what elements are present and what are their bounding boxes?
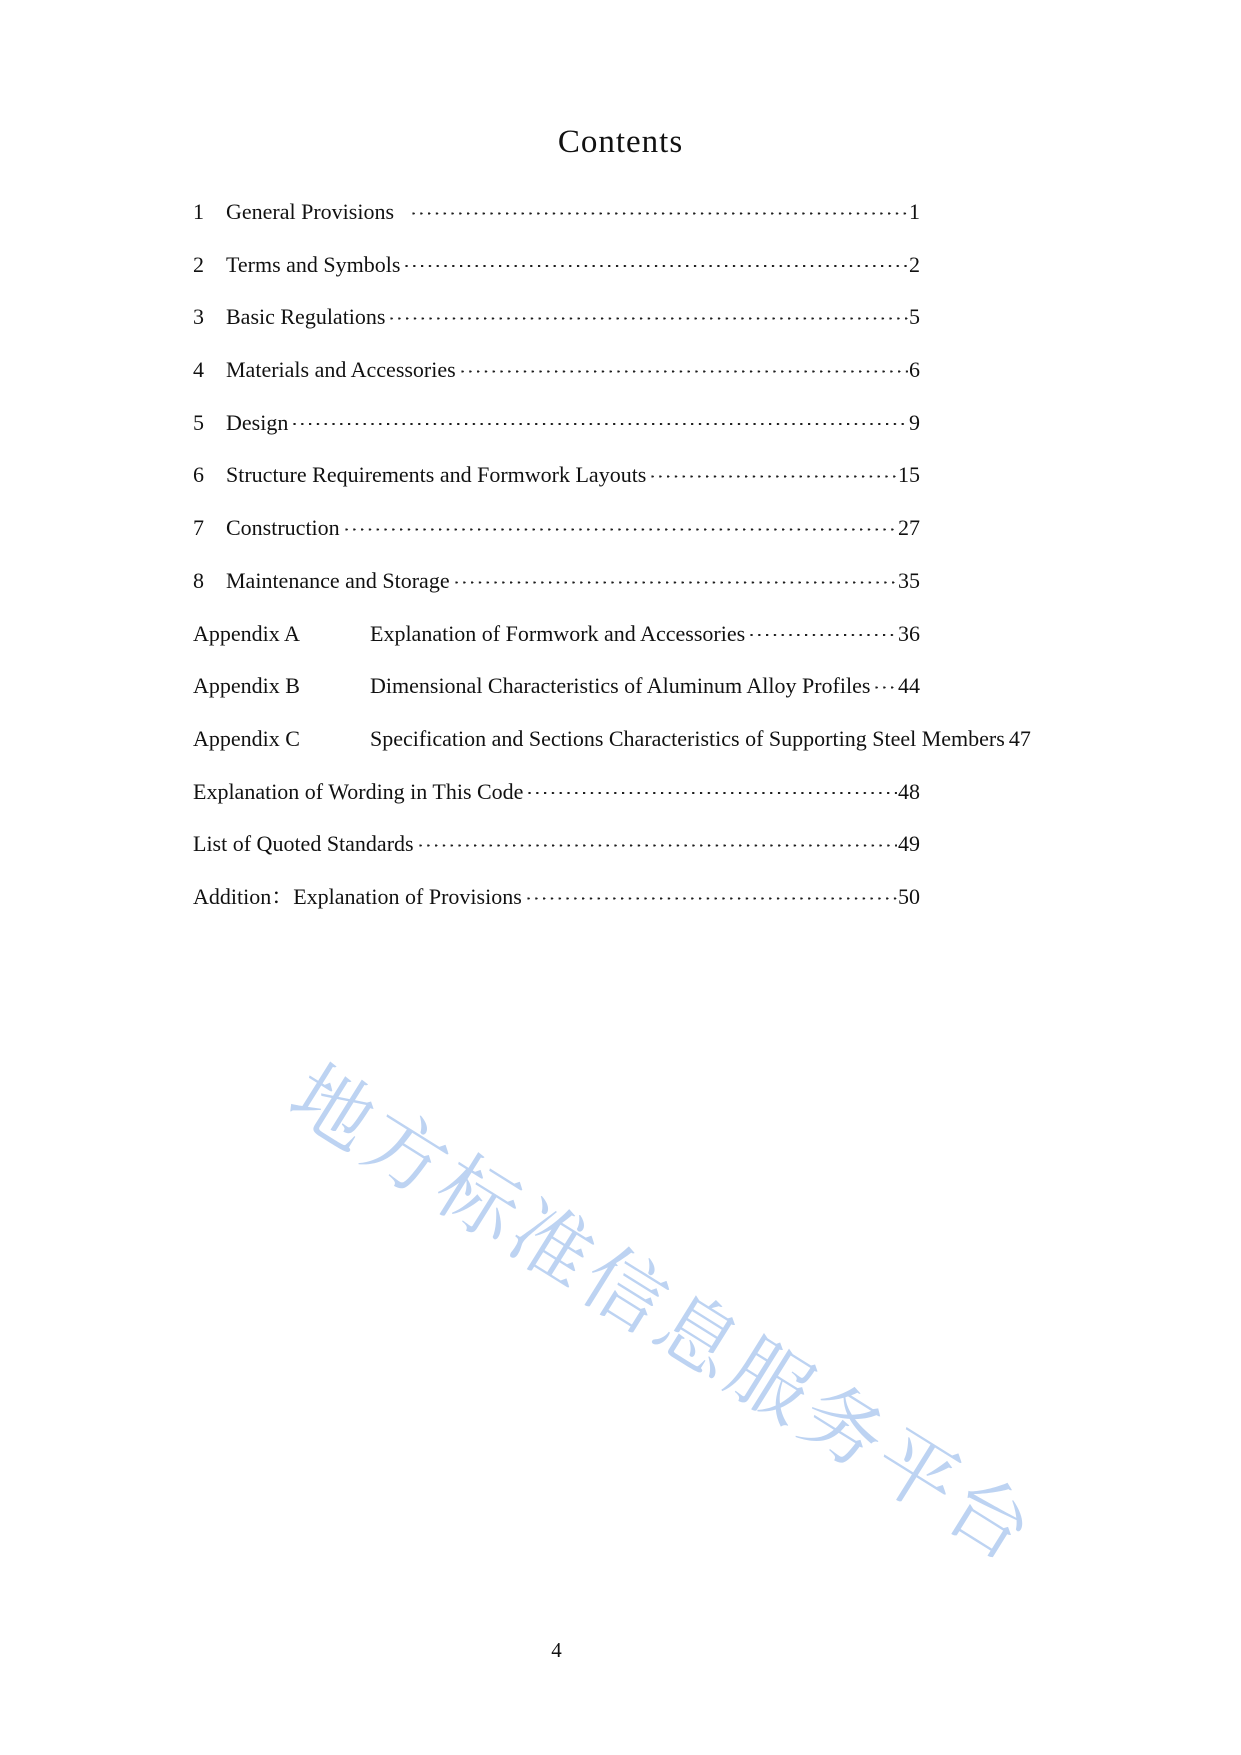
- dot-leader: [526, 766, 897, 819]
- dot-leader: [748, 608, 897, 661]
- toc-entry-label: Appendix C: [193, 725, 300, 751]
- toc-entry-page: 48: [898, 778, 920, 804]
- toc-entry-label: 1: [193, 199, 204, 224]
- toc-entry-label: 5: [193, 409, 204, 435]
- toc-entry-title: Materials and Accessories: [226, 357, 456, 383]
- toc-entry-title: Maintenance and Storage: [226, 567, 450, 593]
- toc-entry-title: Explanation of Formwork and Accessories: [370, 620, 746, 646]
- toc-entry-title: Addition：Explanation of Provisions: [193, 883, 522, 909]
- toc-entry-label: 7: [193, 515, 204, 541]
- toc-entry-title: Terms and Symbols: [226, 251, 401, 277]
- toc-entry-page: 27: [898, 515, 920, 541]
- toc-entry-page: 9: [909, 409, 920, 435]
- toc-entry-title: Basic Regulations: [226, 304, 386, 330]
- toc-entry: [193, 660, 920, 713]
- toc-entry-title: Specification and Sections Characteristics of Supporting Steel Members: [370, 725, 1005, 751]
- toc-entry-title: Structure Requirements and Formwork Layouts: [226, 462, 647, 488]
- toc-entry-page: 5: [909, 304, 920, 330]
- dot-leader: [649, 449, 897, 502]
- footer-page-number: 4: [551, 1638, 562, 1662]
- toc-entry: [193, 555, 920, 608]
- toc-entry: [193, 766, 920, 819]
- dot-leader: [403, 239, 908, 292]
- toc-entry-label: 8: [193, 567, 204, 593]
- toc-entry: [193, 239, 920, 292]
- toc-entry: [193, 344, 920, 397]
- dot-leader: [291, 397, 908, 450]
- toc-entry: [193, 713, 1031, 766]
- dot-leader: [873, 660, 897, 713]
- toc-entry-page: 49: [898, 831, 920, 857]
- dot-leader: [410, 186, 908, 239]
- toc-entry-page: 36: [898, 620, 920, 646]
- toc-entry-label: Appendix A: [193, 620, 300, 646]
- toc-entry-title: Design: [226, 409, 289, 435]
- toc-entry-title: List of Quoted Standards: [193, 831, 414, 857]
- toc-entry-label: 2: [193, 251, 204, 277]
- toc-entry: [193, 291, 920, 344]
- toc-entry-title: Explanation of Wording in This Code: [193, 778, 524, 804]
- dot-leader: [343, 502, 897, 555]
- toc-entry: [193, 186, 920, 239]
- toc-entry: [193, 871, 920, 924]
- toc-entry: [193, 397, 920, 450]
- toc-entry-label: 3: [193, 304, 204, 330]
- toc-entry-title: Construction: [226, 515, 340, 541]
- toc-entry-page: 6: [909, 357, 920, 383]
- toc-entry-page: 44: [898, 673, 920, 699]
- toc-entry: [193, 502, 920, 555]
- toc-entry: [193, 608, 920, 661]
- dot-leader: [459, 344, 908, 397]
- toc-entry-page: 15: [898, 462, 920, 488]
- toc-entry-title: Dimensional Characteristics of Aluminum Alloy Profiles: [370, 673, 871, 699]
- dot-leader: [388, 291, 908, 344]
- toc-entry-page: 50: [898, 883, 920, 909]
- toc-entry: [193, 818, 920, 871]
- toc-entry-page: 47: [1008, 725, 1031, 751]
- toc-entry-title: General Provisions: [226, 199, 395, 224]
- table-of-contents: [193, 186, 1031, 924]
- toc-entry-label: Appendix B: [193, 673, 300, 699]
- toc-entry-page: 2: [909, 251, 920, 277]
- page-title: Contents: [557, 124, 684, 160]
- dot-leader: [453, 555, 897, 608]
- toc-entry-label: 4: [193, 357, 204, 383]
- dot-leader: [525, 871, 897, 924]
- diagonal-watermark: 地方标准信息服务平台: [274, 1047, 1053, 1582]
- toc-entry: [193, 449, 920, 502]
- dot-leader: [417, 818, 897, 871]
- toc-entry-page: 35: [898, 567, 920, 593]
- toc-entry-label: 6: [193, 462, 204, 488]
- toc-entry-page: 1: [909, 199, 920, 224]
